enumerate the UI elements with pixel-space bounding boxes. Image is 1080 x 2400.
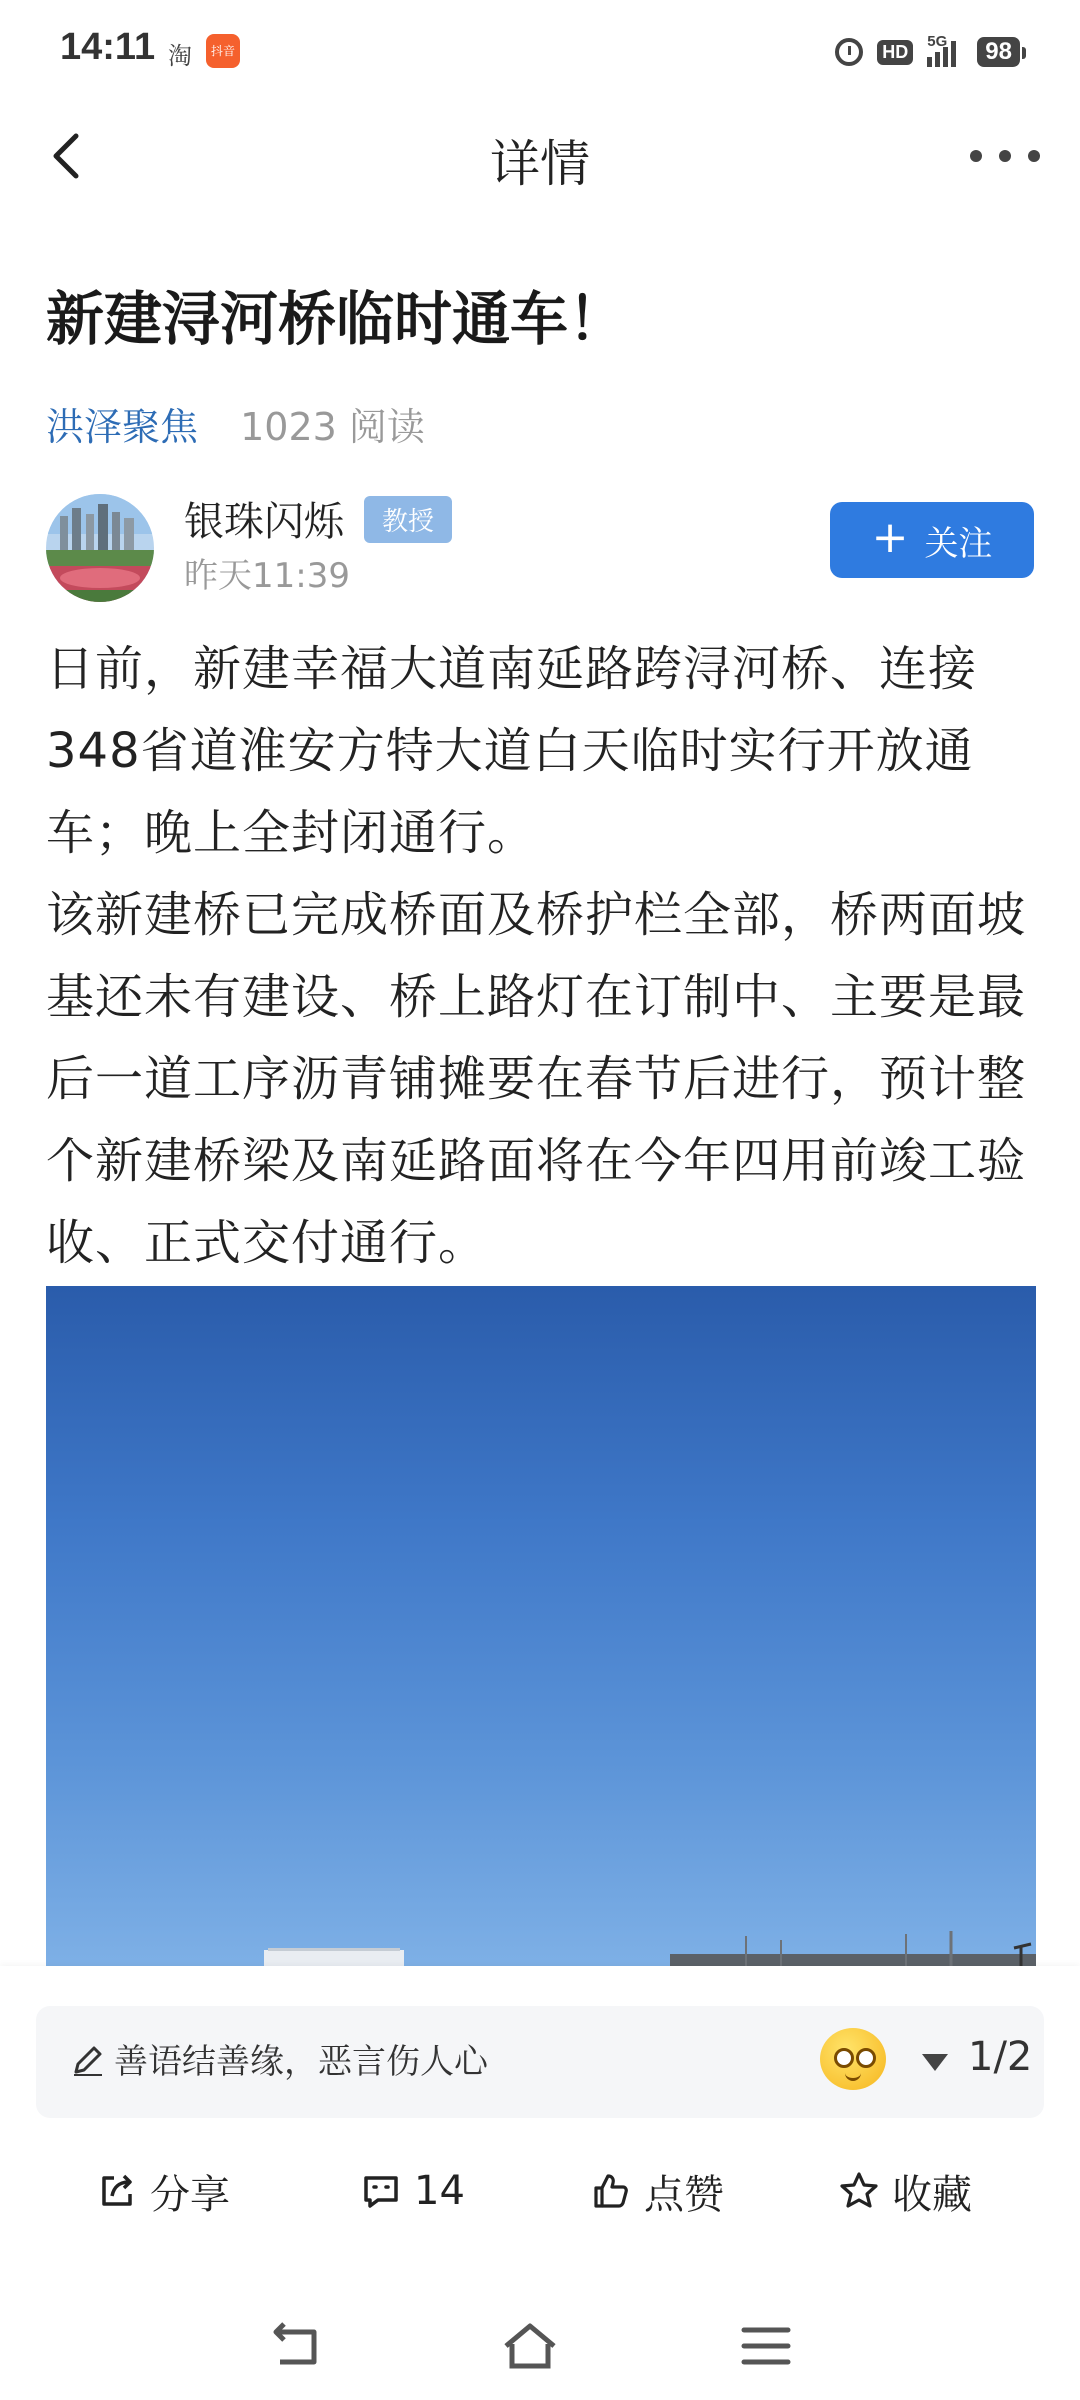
source-link[interactable]: 洪泽聚焦: [46, 405, 199, 449]
network-type: 5G: [927, 33, 948, 50]
favorite-button[interactable]: [838, 2146, 972, 2236]
article-paragraph: 该新建桥已完成桥面及桥护栏全部，桥两面坡基还未有建设、桥上路灯在订制中、主要是最后一道工序沥青铺摊要在春节后进行，预计整个新建桥梁及南延路面将在今年四用前竣工验收、正式交付通行。: [46, 887, 1027, 1271]
avatar[interactable]: [46, 494, 154, 602]
comment-placeholder: 善语结善缘，恶言伤人心: [114, 2042, 488, 2082]
top-bar: [0, 100, 1080, 210]
nav-menu-icon[interactable]: [736, 2318, 796, 2374]
system-nav-bar: [0, 2290, 1080, 2400]
page-title: 详情: [490, 135, 590, 193]
alarm-icon: [835, 38, 863, 66]
publish-time: 昨天11:39: [184, 556, 350, 596]
plus-icon: +: [871, 512, 909, 563]
more-button[interactable]: [970, 126, 1040, 186]
article-meta: [46, 396, 425, 451]
share-label: 分享: [150, 2171, 230, 2218]
status-bar: [0, 0, 1080, 100]
share-button[interactable]: [96, 2146, 230, 2236]
comment-input[interactable]: [36, 2006, 1044, 2118]
battery-icon: 98: [977, 37, 1020, 67]
share-icon: [96, 2170, 138, 2212]
comments-button[interactable]: [360, 2146, 465, 2236]
signal-icon: [927, 33, 963, 67]
star-icon: [838, 2170, 880, 2212]
status-time: 14:11: [60, 26, 156, 68]
taobao-notification-icon: 淘: [168, 42, 192, 70]
avatar-image: [46, 494, 154, 602]
dropdown-icon[interactable]: [922, 2054, 948, 2071]
favorite-label: 收藏: [892, 2171, 972, 2218]
article-image[interactable]: [46, 1286, 1036, 1966]
hd-icon: HD: [877, 40, 913, 65]
pen-icon: [68, 2040, 108, 2080]
comment-count: 14: [414, 2168, 465, 2214]
article-title: 新建浔河桥临时通车！: [46, 285, 627, 353]
author-name[interactable]: 银珠闪烁: [184, 499, 344, 545]
thumb-up-icon: [590, 2170, 632, 2212]
photo-scene: [46, 1286, 1036, 1966]
like-label: 点赞: [644, 2171, 724, 2218]
status-indicators: [835, 32, 1020, 72]
comment-icon: [360, 2170, 402, 2212]
article-body: [46, 628, 1040, 1284]
page-indicator[interactable]: 1/2: [968, 2034, 1033, 2080]
action-bar: [0, 2146, 1080, 2236]
follow-button[interactable]: [830, 502, 1034, 578]
nav-home-icon[interactable]: [500, 2318, 560, 2374]
more-icon: [970, 150, 982, 162]
like-button[interactable]: [590, 2146, 724, 2236]
bottom-panel: [0, 1966, 1080, 2400]
author-row: [46, 490, 1034, 608]
author-badge: 教授: [364, 496, 452, 543]
follow-label: 关注: [924, 523, 993, 564]
emoji-icon[interactable]: [820, 2028, 886, 2090]
nav-back-icon[interactable]: [266, 2318, 326, 2374]
article-paragraph: 日前，新建幸福大道南延路跨浔河桥、连接348省道淮安方特大道白天临时实行开放通车；晚上全封闭通行。: [46, 641, 978, 861]
read-count: 1023 阅读: [240, 405, 425, 449]
douyin-notification-icon: 抖音: [206, 34, 240, 68]
